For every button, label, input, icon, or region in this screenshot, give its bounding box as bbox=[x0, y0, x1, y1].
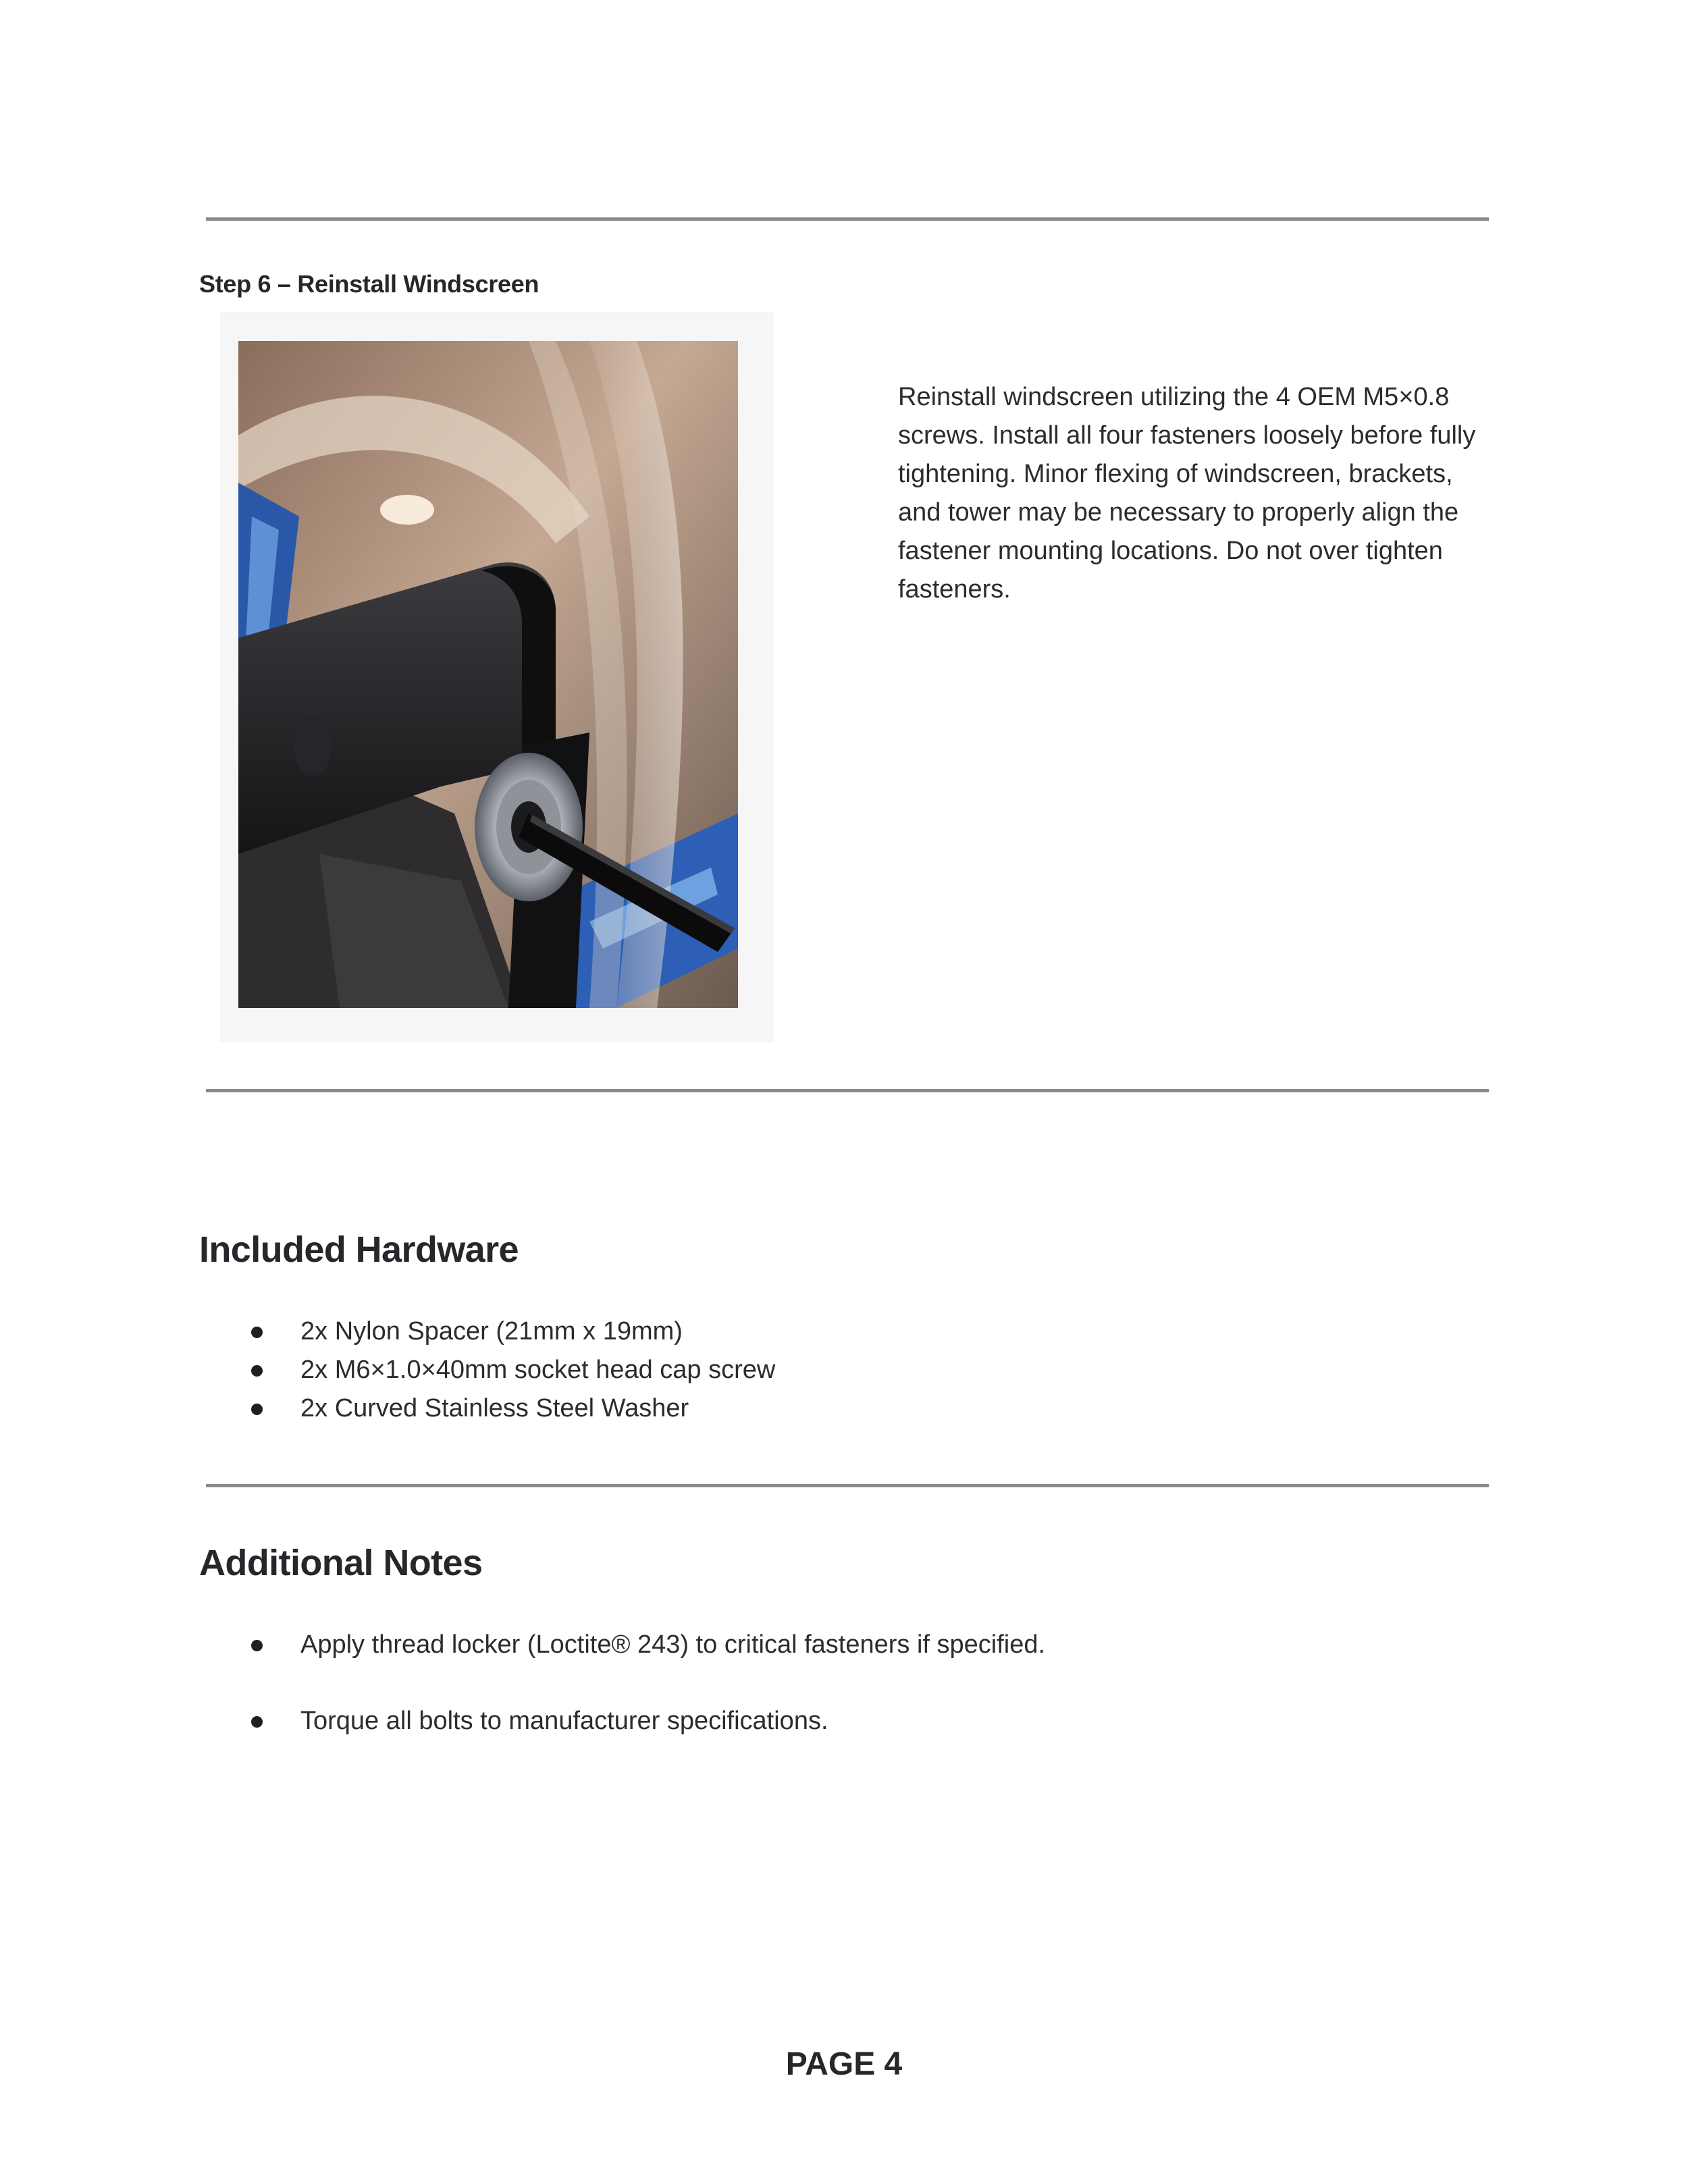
bullet-icon bbox=[251, 1640, 263, 1651]
hardware-divider bbox=[206, 1484, 1489, 1487]
included-hardware-heading: Included Hardware bbox=[199, 1229, 519, 1270]
hardware-item-text: 2x M6×1.0×40mm socket head cap screw bbox=[300, 1356, 776, 1384]
list-item bbox=[199, 1351, 775, 1389]
note-item-text: Torque all bolts to manufacturer specifications. bbox=[300, 1707, 828, 1735]
bullet-icon bbox=[251, 1716, 263, 1728]
windscreen-install-photo bbox=[238, 341, 738, 1008]
note-item-text: Apply thread locker (Loctite® 243) to critical fasteners if specified. bbox=[300, 1630, 1046, 1659]
top-divider bbox=[206, 217, 1489, 221]
bullet-icon bbox=[251, 1365, 263, 1377]
hardware-list bbox=[199, 1312, 775, 1428]
hardware-item-text: 2x Nylon Spacer (21mm x 19mm) bbox=[300, 1317, 683, 1346]
step-divider bbox=[206, 1089, 1489, 1092]
notes-list bbox=[199, 1626, 1045, 1778]
bullet-icon bbox=[251, 1327, 263, 1338]
list-item bbox=[199, 1626, 1045, 1664]
step-title: Step 6 – Reinstall Windscreen bbox=[199, 270, 539, 298]
bullet-icon bbox=[251, 1404, 263, 1415]
additional-notes-heading: Additional Notes bbox=[199, 1543, 483, 1583]
hardware-item-text: 2x Curved Stainless Steel Washer bbox=[300, 1394, 689, 1422]
list-item bbox=[199, 1312, 775, 1351]
page-number: PAGE 4 bbox=[785, 2046, 903, 2082]
step-instructions: Reinstall windscreen utilizing the 4 OEM M5×0.8 screws. Install all four fasteners loosely before fully tightening. Minor flexing of windscreen, brackets, and tower may be necessary to properly align the fastener mounting locations. Do not over tighten fasteners. bbox=[898, 383, 1476, 604]
list-item bbox=[199, 1389, 775, 1428]
list-item bbox=[199, 1702, 1045, 1740]
